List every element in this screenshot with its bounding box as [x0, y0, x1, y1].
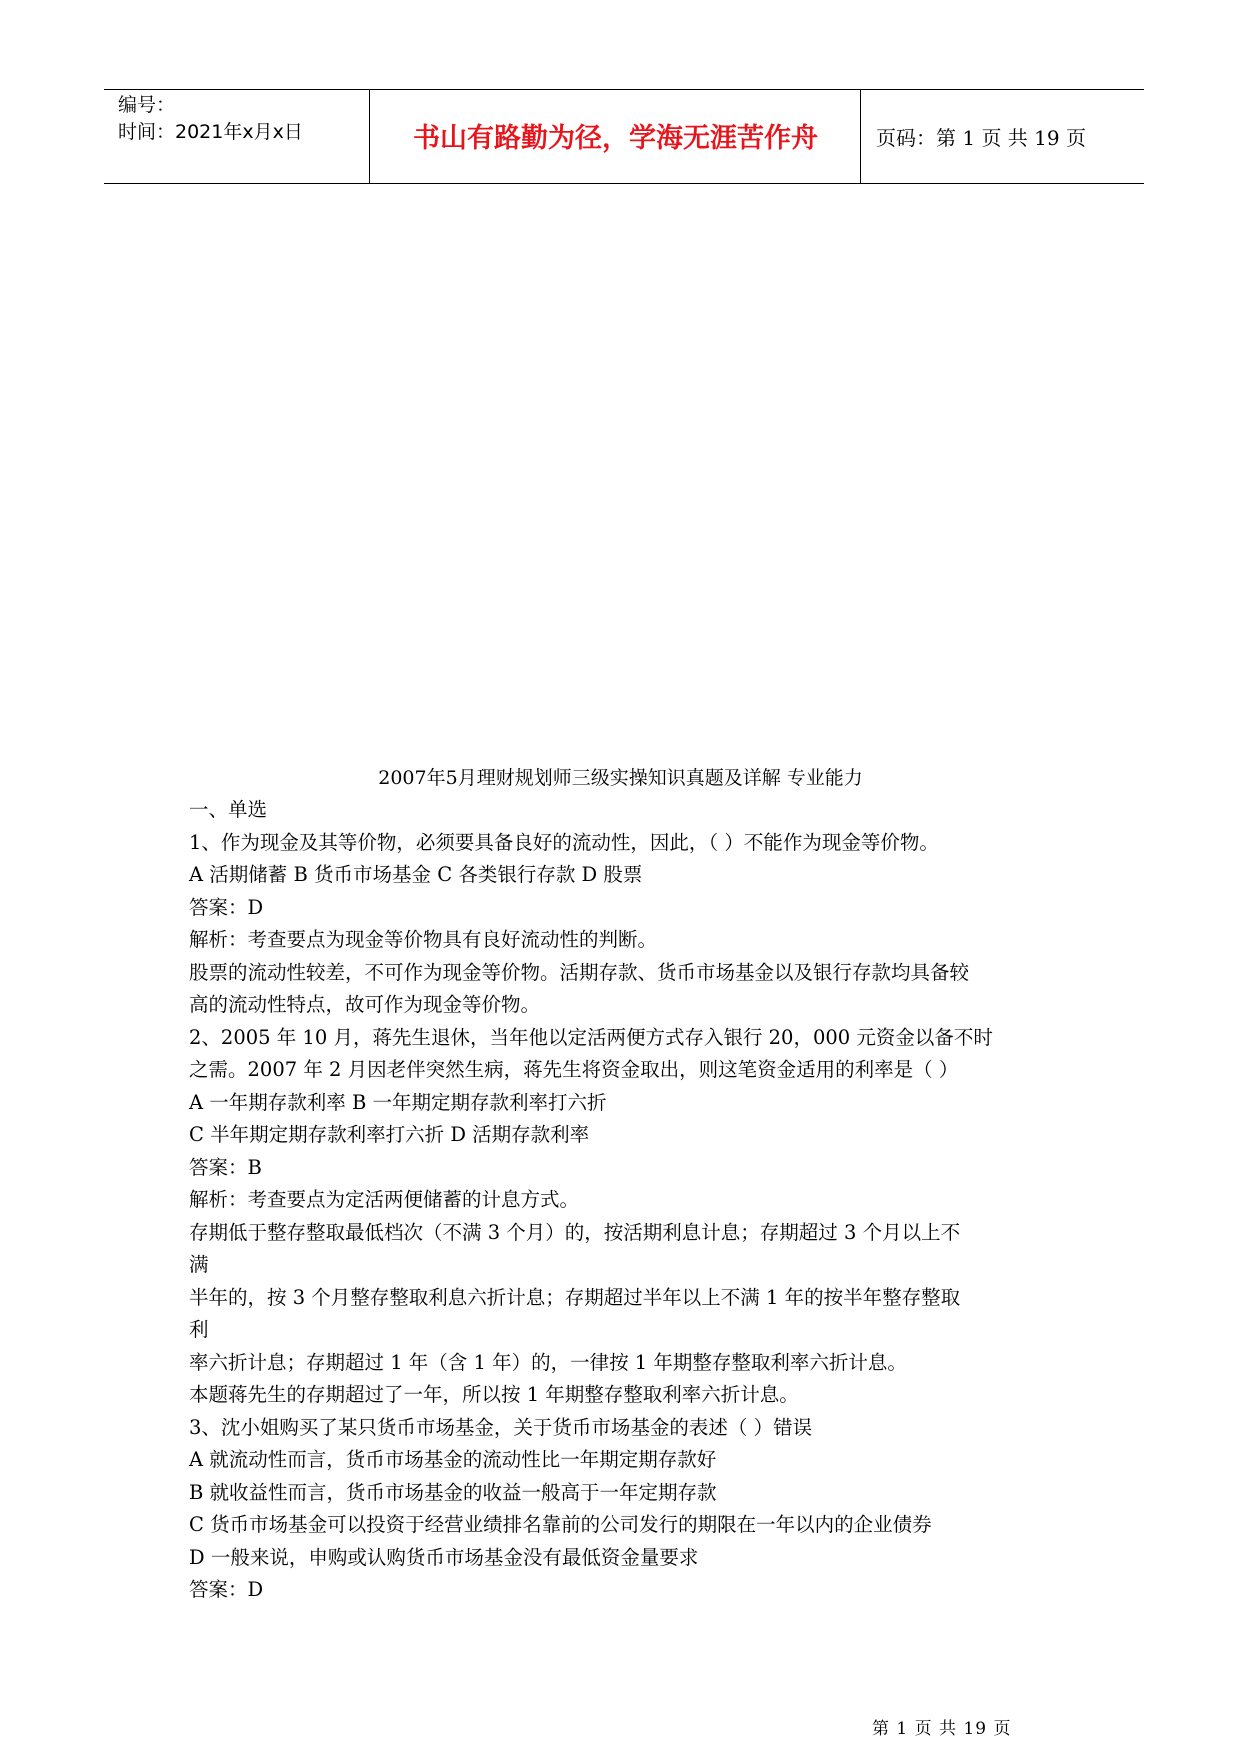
body-line: 存期低于整存整取最低档次（不满 3 个月）的，按活期利息计息；存期超过 3 个月以上不 [189, 1220, 961, 1244]
header-page-info: 页码：第 1 页 共 19 页 [876, 126, 1086, 150]
document-body [189, 794, 1069, 1607]
body-line: C 半年期定期存款利率打六折 D 活期存款利率 [189, 1123, 590, 1146]
body-line: A 活期储蓄 B 货币市场基金 C 各类银行存款 D 股票 [189, 863, 643, 886]
header-motto: 书山有路勤为径，学海无涯苦作舟 [413, 123, 818, 154]
body-line: 1、作为现金及其等价物，必须要具备良好的流动性，因此，（ ）不能作为现金等价物。 [189, 830, 939, 854]
body-line: 率六折计息；存期超过 1 年（含 1 年）的，一律按 1 年期整存整取利率六折计息。 [189, 1350, 907, 1374]
body-line: 满 [189, 1253, 209, 1276]
body-line: 一、单选 [189, 798, 268, 821]
header-meta [118, 92, 368, 146]
body-line: 2、2005 年 10 月，蒋先生退休，当年他以定活两便方式存入银行 20，000 元资金以备不时 [189, 1025, 993, 1049]
body-line: D 一般来说，申购或认购货币市场基金没有最低资金量要求 [189, 1545, 699, 1569]
header-divider [860, 90, 861, 183]
page-header [104, 89, 1144, 184]
body-line: 解析：考查要点为定活两便储蓄的计息方式。 [189, 1188, 580, 1211]
body-line: C 货币市场基金可以投资于经营业绩排名靠前的公司发行的期限在一年以内的企业债券 [189, 1513, 932, 1536]
page-footer: 第 1 页 共 19 页 [872, 1719, 1012, 1739]
body-line: 之需。2007 年 2 月因老伴突然生病，蒋先生将资金取出，则这笔资金适用的利率是（ ） [189, 1058, 959, 1081]
header-divider [369, 90, 370, 183]
body-line: 答案：D [189, 1578, 264, 1601]
document-title: 2007年5月理财规划师三级实操知识真题及详解 专业能力 [378, 767, 863, 789]
body-line: 本题蒋先生的存期超过了一年，所以按 1 年期整存整取利率六折计息。 [189, 1383, 799, 1406]
body-line: A 一年期存款利率 B 一年期定期存款利率打六折 [189, 1090, 607, 1114]
body-line: 利 [189, 1318, 209, 1341]
body-line: B 就收益性而言，货币市场基金的收益一般高于一年定期存款 [189, 1480, 717, 1504]
time-label: 时间：2021年x月x日 [118, 121, 303, 143]
body-line: 半年的，按 3 个月整存整取利息六折计息；存期超过半年以上不满 1 年的按半年整存整取 [189, 1285, 961, 1309]
number-label: 编号： [118, 94, 176, 116]
body-line: 高的流动性特点，故可作为现金等价物。 [189, 993, 541, 1016]
body-line: 股票的流动性较差，不可作为现金等价物。活期存款、货币市场基金以及银行存款均具备较 [189, 960, 970, 984]
body-line: 答案：B [189, 1155, 262, 1179]
body-line: 解析：考查要点为现金等价物具有良好流动性的判断。 [189, 928, 658, 951]
body-line: 答案：D [189, 895, 264, 919]
body-line: A 就流动性而言，货币市场基金的流动性比一年期定期存款好 [189, 1448, 717, 1471]
body-line: 3、沈小姐购买了某只货币市场基金，关于货币市场基金的表述（ ）错误 [189, 1415, 813, 1439]
